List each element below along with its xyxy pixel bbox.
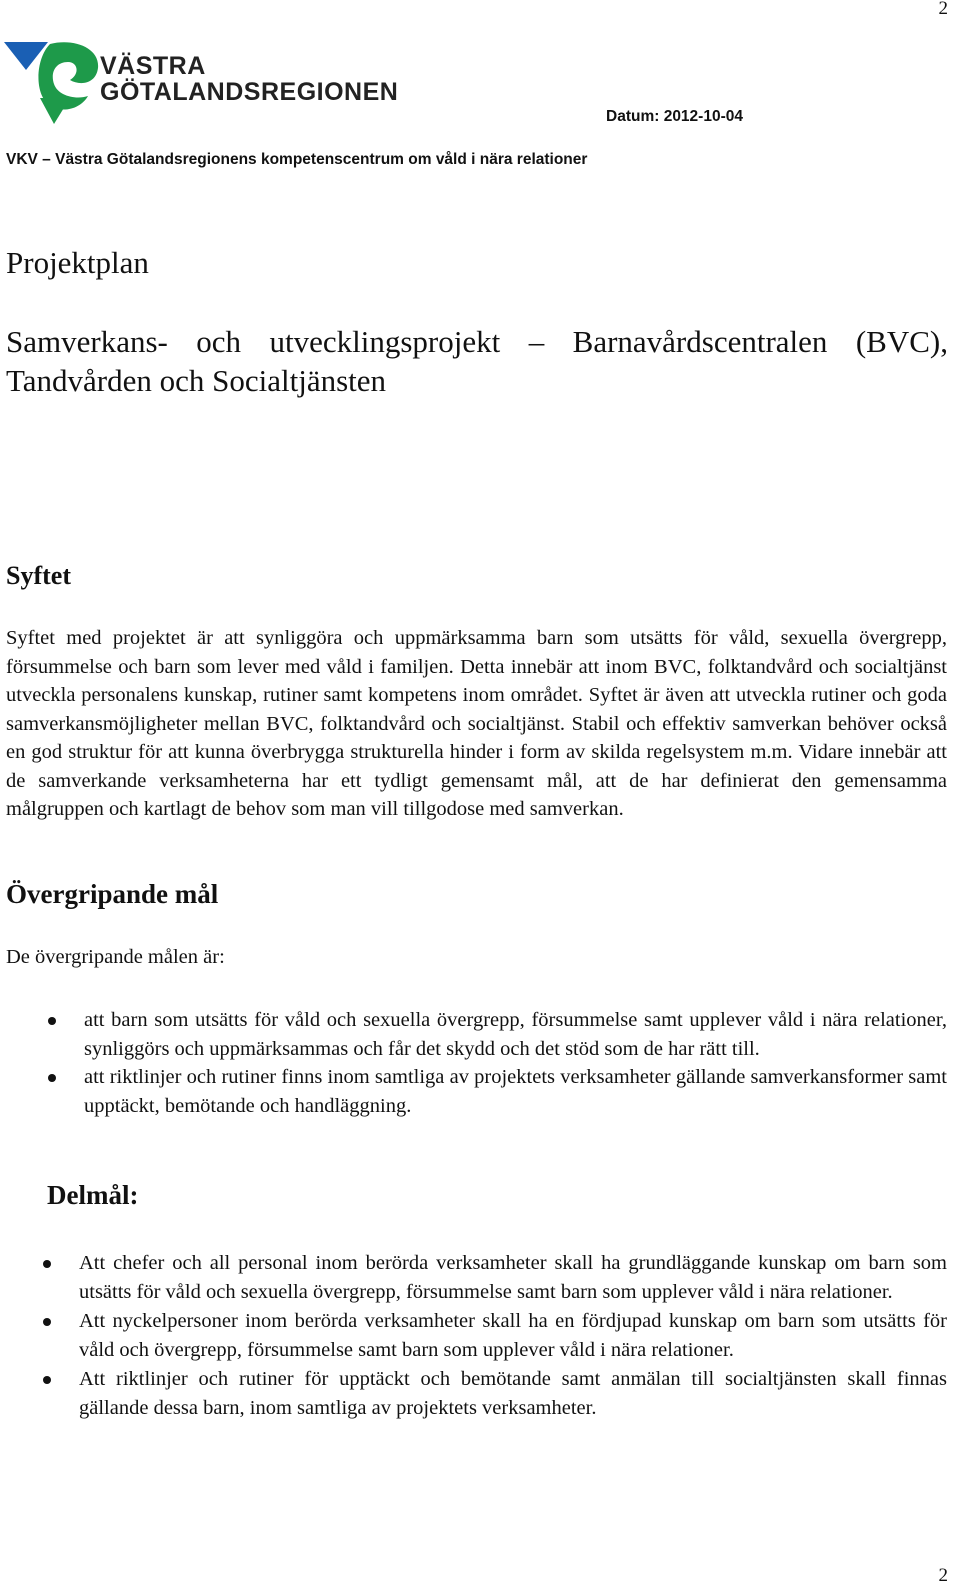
page-number-bottom: 2	[938, 1565, 948, 1586]
list-item-text: att barn som utsätts för våld och sexuella övergrepp, försummelse samt upplever våld i nära relationer, synliggörs och uppmärksammas och får det skydd och det stöd som de har rätt till.	[84, 1009, 947, 1060]
list-item	[79, 1365, 947, 1422]
list-item	[79, 1307, 947, 1364]
bullet-icon	[43, 1376, 51, 1384]
list-item-text: att riktlinjer och rutiner finns inom samtliga av projektets verksamheter gällande samverkansformer samt upptäckt, bemötande och handläggning.	[84, 1066, 947, 1117]
logo-text-line1: VÄSTRA	[100, 52, 206, 80]
section-heading-delmal: Delmål:	[47, 1180, 139, 1210]
logo-text-line2: GÖTALANDSREGIONEN	[100, 78, 399, 106]
delmal-goal-list	[79, 1249, 947, 1423]
section-heading-syftet: Syftet	[6, 561, 71, 590]
bullet-icon	[43, 1260, 51, 1268]
document-date: Datum: 2012-10-04	[606, 108, 743, 125]
list-item-text: Att chefer och all personal inom berörda verksamheter skall ha grundläggande kunskap om barn som utsätts för våld och sexuella övergrepp, försummelse samt barn som upplever våld i nära relationer.	[79, 1252, 947, 1303]
list-item	[84, 1063, 947, 1120]
organization-name: VKV – Västra Götalandsregionens kompetenscentrum om våld i nära relationer	[6, 151, 588, 168]
document-title: Projektplan	[6, 245, 149, 280]
section-heading-overgripande-mal: Övergripande mål	[6, 879, 219, 909]
overgripande-goal-list	[84, 1006, 947, 1120]
organization-logo	[4, 40, 404, 126]
syftet-paragraph: Syftet med projektet är att synliggöra och uppmärksamma barn som utsätts för våld, sexuella övergrepp, försummelse och barn som lever med våld i familjen. Detta innebär att inom BVC, folktandvård och socialtjänst utveckla personalens kunskap, rutiner samt kompetens inom området. Syftet är även att utveckla rutiner och goda samverkansmöjligheter mellan BVC, folktandvård och socialtjänst. Stabil och effektiv samverkan behöver också en god struktur för att kunna överbrygga strukturella hinder i form av skilda regelsystem m.m. Vidare innebär att de samverkande verksamheterna har ett tydligt gemensamt mål, att de har definierat den gemensamma målgruppen och kartlagt de behov som man vill tillgodose med samverkan.	[6, 627, 947, 820]
list-item	[79, 1249, 947, 1306]
bullet-icon	[48, 1017, 56, 1025]
list-item	[84, 1006, 947, 1063]
logo-mark-icon	[4, 40, 104, 126]
page-number-top: 2	[938, 0, 948, 19]
document-subtitle: Samverkans- och utvecklingsprojekt – Barnavårdscentralen (BVC), Tandvården och Socialtjänsten	[6, 324, 948, 398]
list-item-text: Att riktlinjer och rutiner för upptäckt och bemötande samt anmälan till socialtjänsten skall finnas gällande dessa barn, inom samtliga av projektets verksamheter.	[79, 1368, 947, 1419]
list-item-text: Att nyckelpersoner inom berörda verksamheter skall ha en fördjupad kunskap om barn som utsätts för våld och övergrepp, försummelse samt barn som upplever våld i nära relationer.	[79, 1310, 947, 1361]
bullet-icon	[43, 1318, 51, 1326]
overgripande-intro: De övergripande målen är:	[6, 946, 225, 968]
bullet-icon	[48, 1074, 56, 1082]
